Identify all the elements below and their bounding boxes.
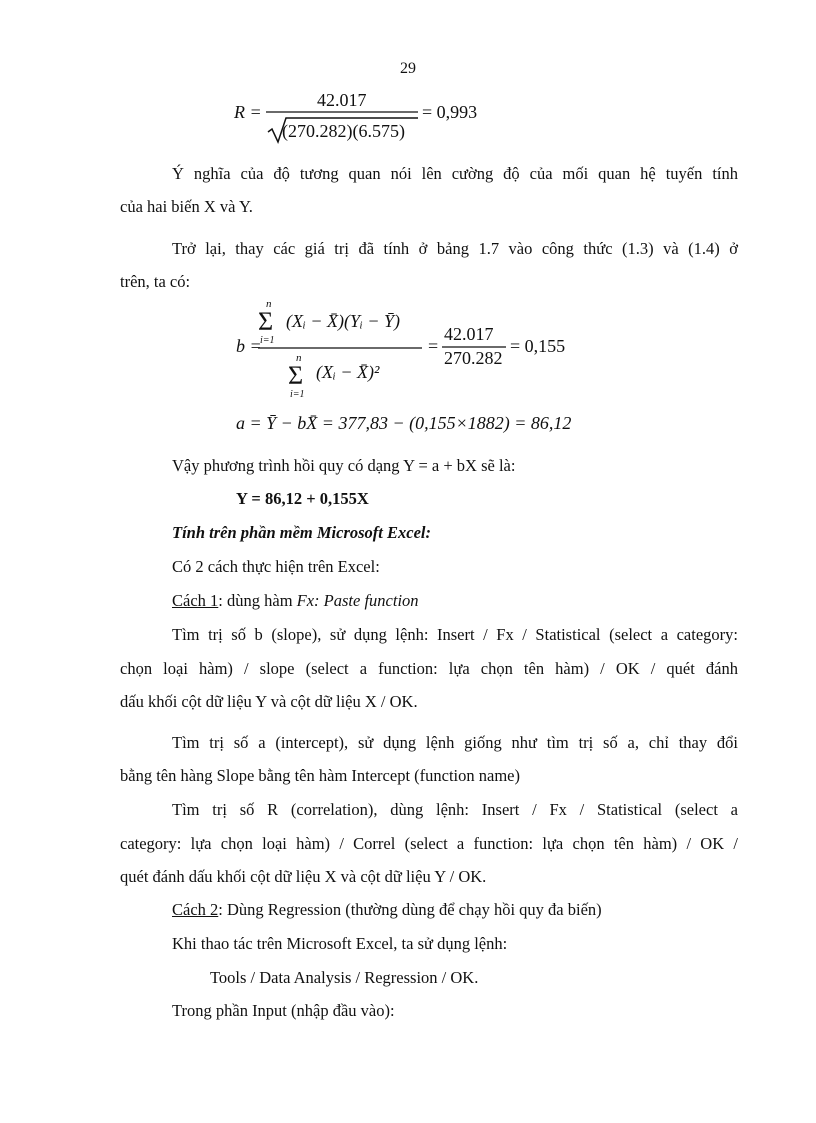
formula-b-denominator-expr: (Xᵢ − X̄)²	[316, 362, 380, 382]
excel-heading: Tính trên phần mềm Microsoft Excel:	[172, 523, 431, 542]
formula-b-equals: =	[428, 336, 439, 356]
method2-text: : Dùng Regression (thường dùng để chạy hồi quy đa biến)	[218, 900, 602, 919]
formula-b-result: = 0,155	[510, 336, 566, 356]
formula-b-lhs: b =	[236, 336, 262, 356]
method1-label: Cách 1	[172, 591, 219, 610]
para1-line2: của hai biến X và Y.	[120, 197, 253, 216]
formula-r-lhs: R =	[234, 102, 262, 122]
formula-r-svg	[230, 88, 490, 146]
para3: Vậy phương trình hồi quy có dạng Y = a + bX sẽ là:	[172, 456, 516, 475]
regression-equation: Y = 86,12 + 0,155X	[236, 489, 369, 508]
formula-r	[230, 88, 490, 146]
formula-r-numerator: 42.017	[317, 90, 367, 110]
para2-line2: trên, ta có:	[120, 272, 191, 291]
para9: Trong phần Input (nhập đầu vào):	[172, 1001, 395, 1020]
formula-b-numerator-expr: (Xᵢ − X̄)(Yᵢ − Ȳ)	[286, 311, 400, 331]
method2-label: Cách 2	[172, 900, 219, 919]
para5-line1: Tìm trị số b (slope), sử dụng lệnh: Insert / Fx / Statistical (select a category:	[172, 625, 738, 644]
formula-a: a = Ȳ − bX̄ = 377,83 − (0,155×1882) = 86,12	[236, 413, 572, 433]
formula-r-denominator: (270.282)(6.575)	[282, 121, 405, 141]
para1-line1: Ý nghĩa của độ tương quan nói lên cường độ của mối quan hệ tuyến tính	[172, 164, 738, 183]
para2-line1: Trở lại, thay các giá trị đã tính ở bảng 1.7 vào công thức (1.3) và (1.4) ở	[172, 239, 738, 258]
method1-text: : dùng hàm	[218, 591, 297, 610]
para5-line2: chọn loại hàm) / slope (select a function: lựa chọn tên hàm) / OK / quét đánh	[120, 659, 738, 678]
para8: Khi thao tác trên Microsoft Excel, ta sử dụng lệnh:	[172, 934, 508, 953]
method1-line	[172, 591, 419, 611]
sum-bottom-index: i=1	[260, 335, 275, 346]
formula-b	[230, 296, 590, 404]
menu-path: Tools / Data Analysis / Regression / OK.	[210, 968, 479, 987]
para7-line3: quét đánh dấu khối cột dữ liệu X và cột dữ liệu Y / OK.	[120, 867, 487, 886]
para6-line1: Tìm trị số a (intercept), sử dụng lệnh giống như tìm trị số a, chỉ thay đổi	[172, 733, 738, 752]
para5-line3: dấu khối cột dữ liệu Y và cột dữ liệu X / OK.	[120, 692, 418, 711]
sum-top-n-den: n	[296, 352, 302, 364]
formula-r-result: = 0,993	[422, 102, 478, 122]
sum-top-n: n	[266, 298, 272, 310]
para6-line2: bằng tên hàng Slope bằng tên hàm Intercept (function name)	[120, 766, 520, 785]
sum-icon-den: Σ	[288, 361, 304, 390]
method1-fx: Fx: Paste function	[296, 591, 419, 610]
formula-b-frac-den: 270.282	[444, 348, 503, 368]
para7-line2: category: lựa chọn loại hàm) / Correl (select a function: lựa chọn tên hàm) / OK /	[120, 834, 738, 853]
formula-b-frac-num: 42.017	[444, 324, 494, 344]
sum-icon: Σ	[258, 307, 274, 336]
sum-bottom-index-den: i=1	[290, 389, 305, 400]
formula-b-svg	[230, 296, 590, 404]
para4: Có 2 cách thực hiện trên Excel:	[172, 557, 380, 576]
page-number: 29	[400, 60, 416, 77]
para7-line1: Tìm trị số R (correlation), dùng lệnh: Insert / Fx / Statistical (select a	[172, 800, 738, 819]
method2-line	[172, 900, 602, 920]
